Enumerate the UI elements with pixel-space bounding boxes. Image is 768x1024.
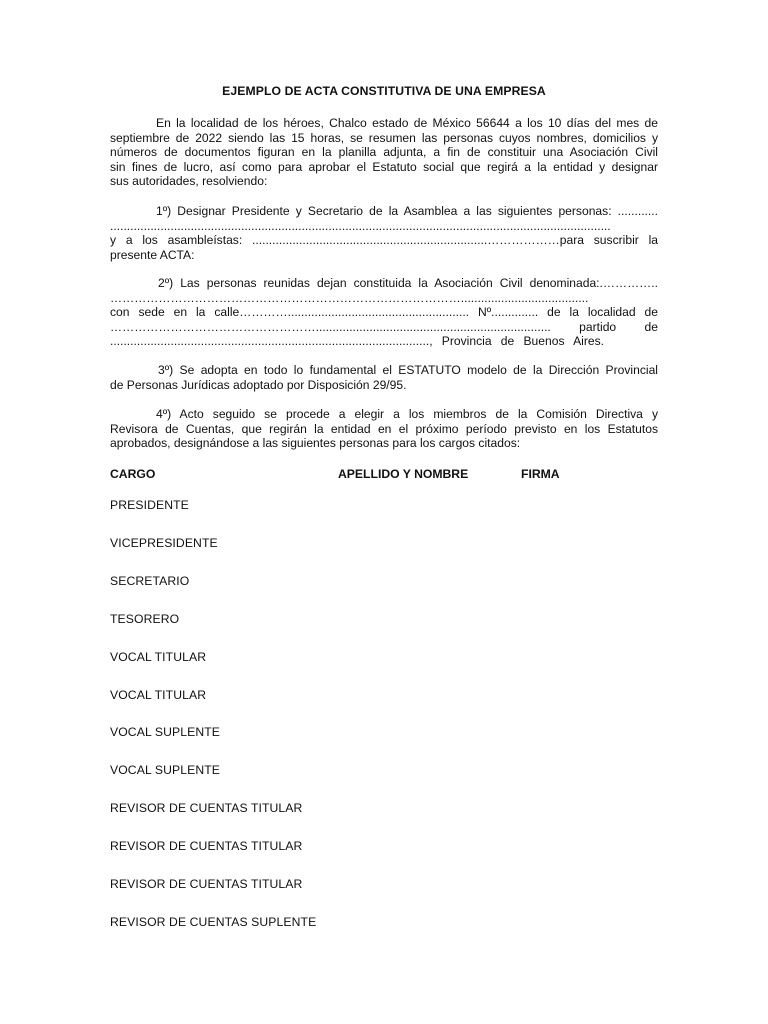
intro-line: septiembre de 2022 siendo las 15 horas, se resumen las personas cuyos nombres, domicilios y	[110, 130, 658, 145]
role-item: SECRETARIO	[110, 574, 190, 588]
item-2-line: con sede en la calle…………...................................................... Nº.............. de la localidad de	[110, 305, 658, 320]
item-1-line: presente ACTA:	[110, 247, 195, 262]
item-3-line: de Personas Jurídicas adoptado por Disposición 29/95.	[110, 377, 407, 392]
item-3-paragraph	[110, 363, 658, 392]
document-title: EJEMPLO DE ACTA CONSTITUTIVA DE UNA EMPRESA	[222, 84, 546, 98]
column-header-firma: FIRMA	[521, 467, 560, 481]
item-2-line: ……………………………………………………………………………......................................	[110, 290, 589, 305]
item-2-paragraph	[110, 276, 658, 349]
intro-line: En la localidad de los héroes, Chalco estado de México 56644 a los 10 días del mes de	[156, 116, 658, 130]
role-item: VICEPRESIDENTE	[110, 536, 218, 550]
intro-line: números de documentos figuran en la planilla adjunta, a fin de constituir una Asociación Civil	[110, 145, 658, 160]
role-item: REVISOR DE CUENTAS TITULAR	[110, 801, 303, 815]
item-2-line: ..............................................................................................., Provincia de Buenos Aires.	[110, 334, 604, 349]
role-item: VOCAL SUPLENTE	[110, 725, 220, 739]
item-4-line: 4º) Acto seguido se procede a elegir a los miembros de la Comisión Directiva y	[156, 407, 658, 421]
role-item: REVISOR DE CUENTAS SUPLENTE	[110, 915, 317, 929]
item-1-line: y a los asambleístas: ......................................................................………………para suscribir la	[110, 233, 658, 248]
role-item: VOCAL TITULAR	[110, 688, 207, 702]
column-header-apellido-nombre: APELLIDO Y NOMBRE	[338, 467, 469, 481]
column-header-cargo: CARGO	[110, 467, 156, 481]
role-item: PRESIDENTE	[110, 498, 189, 512]
item-4-paragraph	[110, 407, 658, 451]
role-item: TESORERO	[110, 612, 180, 626]
item-1-paragraph	[110, 204, 658, 262]
role-item: VOCAL SUPLENTE	[110, 763, 220, 777]
role-item: REVISOR DE CUENTAS TITULAR	[110, 877, 303, 891]
role-item: REVISOR DE CUENTAS TITULAR	[110, 839, 303, 853]
item-4-line: aprobados, designándose a las siguientes personas para los cargos citados:	[110, 436, 521, 451]
item-4-line: Revisora de Cuentas, que regirán la entidad en el próximo período previsto en los Estatutos	[110, 421, 658, 436]
intro-line: sin fines de lucro, así como para aprobar el Estatuto social que regirá a la entidad y designar	[110, 159, 658, 174]
role-item: VOCAL TITULAR	[110, 650, 207, 664]
intro-paragraph	[110, 116, 658, 189]
item-1-line: .....................................................................................................................................................	[110, 218, 611, 233]
item-2-line: 2º) Las personas reunidas dejan constituida la Asociación Civil denominada:.…………..	[158, 276, 658, 290]
item-2-line: ……………………………………………...................................................................... partido de	[110, 319, 658, 334]
item-3-line: 3º) Se adopta en todo lo fundamental el ESTATUTO modelo de la Dirección Provincial	[158, 363, 658, 377]
intro-line: sus autoridades, resolviendo:	[110, 174, 268, 189]
item-1-line: 1º) Designar Presidente y Secretario de la Asamblea a las siguientes personas: ............	[156, 204, 658, 218]
